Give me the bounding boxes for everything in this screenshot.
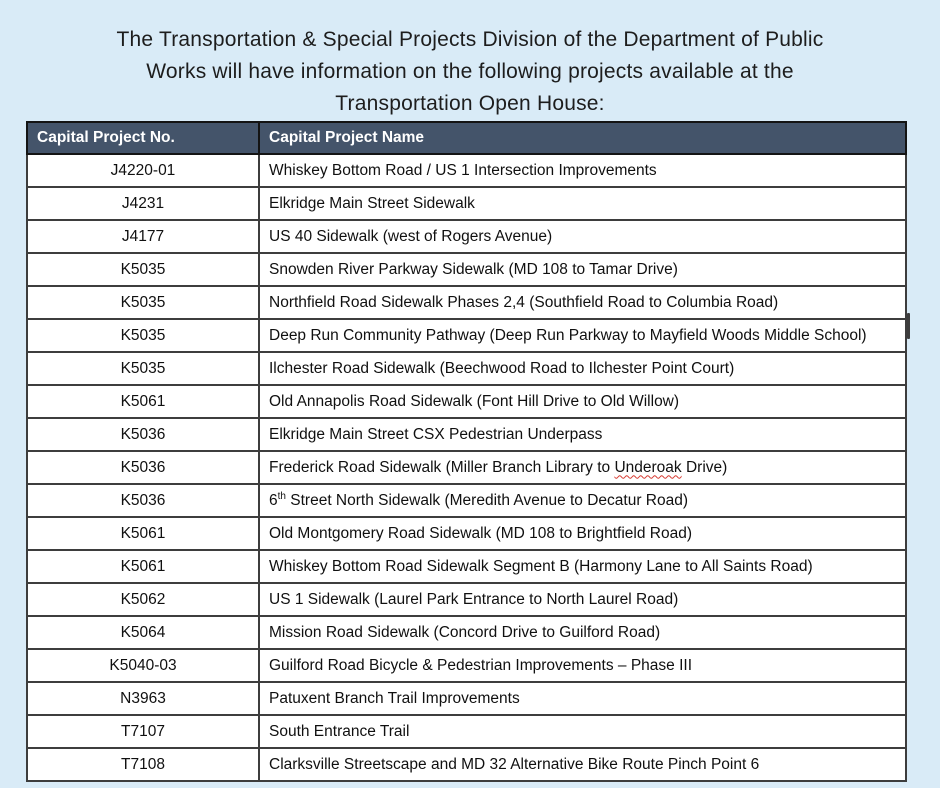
project-name-cell: South Entrance Trail — [259, 715, 906, 748]
project-name-cell: Elkridge Main Street Sidewalk — [259, 187, 906, 220]
table-row — [27, 748, 906, 781]
project-no-cell: K5036 — [27, 484, 259, 517]
project-name-cell — [259, 484, 906, 517]
project-name-cell: Ilchester Road Sidewalk (Beechwood Road to Ilchester Point Court) — [259, 352, 906, 385]
column-header-project-no: Capital Project No. — [27, 122, 259, 154]
table-row — [27, 352, 906, 385]
project-name-cell: Elkridge Main Street CSX Pedestrian Underpass — [259, 418, 906, 451]
project-name-cell: Clarksville Streetscape and MD 32 Alternative Bike Route Pinch Point 6 — [259, 748, 906, 781]
table-row — [27, 385, 906, 418]
project-no-cell: K5064 — [27, 616, 259, 649]
project-no-cell: K5061 — [27, 550, 259, 583]
page-title-line-1: The Transportation & Special Projects Division of the Department of Public — [116, 28, 824, 51]
table-row — [27, 682, 906, 715]
table-row — [27, 451, 906, 484]
table-row — [27, 220, 906, 253]
project-name-cell: Northfield Road Sidewalk Phases 2,4 (Southfield Road to Columbia Road) — [259, 286, 906, 319]
project-name-cell: US 1 Sidewalk (Laurel Park Entrance to North Laurel Road) — [259, 583, 906, 616]
table-row — [27, 418, 906, 451]
table-row — [27, 715, 906, 748]
table-row — [27, 649, 906, 682]
table-row — [27, 253, 906, 286]
project-no-cell: T7108 — [27, 748, 259, 781]
project-no-cell: K5036 — [27, 451, 259, 484]
projects-table-header — [27, 122, 906, 154]
project-name-cell: Old Annapolis Road Sidewalk (Font Hill Drive to Old Willow) — [259, 385, 906, 418]
table-row — [27, 517, 906, 550]
page-title-line-2: Works will have information on the following projects available at the — [146, 60, 794, 83]
project-no-cell: K5035 — [27, 352, 259, 385]
project-name-cell: Mission Road Sidewalk (Concord Drive to Guilford Road) — [259, 616, 906, 649]
table-row — [27, 187, 906, 220]
table-row — [27, 550, 906, 583]
projects-table — [26, 121, 907, 782]
project-no-cell: N3963 — [27, 682, 259, 715]
project-name-cell: Deep Run Community Pathway (Deep Run Parkway to Mayfield Woods Middle School) — [259, 319, 906, 352]
table-row — [27, 583, 906, 616]
project-no-cell: T7107 — [27, 715, 259, 748]
project-no-cell: K5035 — [27, 319, 259, 352]
table-row — [27, 484, 906, 517]
project-name-cell: Patuxent Branch Trail Improvements — [259, 682, 906, 715]
project-no-cell: K5061 — [27, 385, 259, 418]
misspelled-word: Underoak — [614, 458, 682, 476]
table-row — [27, 154, 906, 187]
text-segment: 6 — [269, 491, 278, 509]
project-no-cell: K5062 — [27, 583, 259, 616]
column-header-project-name: Capital Project Name — [259, 122, 906, 154]
project-name-cell: Whiskey Bottom Road / US 1 Intersection Improvements — [259, 154, 906, 187]
superscript-text: th — [277, 490, 286, 502]
table-row — [27, 319, 906, 352]
project-name-cell — [259, 451, 906, 484]
project-no-cell: K5036 — [27, 418, 259, 451]
table-row — [27, 616, 906, 649]
project-no-cell: J4177 — [27, 220, 259, 253]
project-name-cell: Old Montgomery Road Sidewalk (MD 108 to Brightfield Road) — [259, 517, 906, 550]
page-title — [0, 24, 940, 120]
text-segment: Street North Sidewalk (Meredith Avenue to Decatur Road) — [285, 491, 689, 509]
projects-table-body — [27, 154, 906, 781]
project-name-cell: Guilford Road Bicycle & Pedestrian Improvements – Phase III — [259, 649, 906, 682]
project-no-cell: K5061 — [27, 517, 259, 550]
project-name-cell: Snowden River Parkway Sidewalk (MD 108 to Tamar Drive) — [259, 253, 906, 286]
project-no-cell: J4220-01 — [27, 154, 259, 187]
table-row — [27, 286, 906, 319]
project-name-cell: Whiskey Bottom Road Sidewalk Segment B (Harmony Lane to All Saints Road) — [259, 550, 906, 583]
project-no-cell: K5035 — [27, 286, 259, 319]
project-no-cell: K5035 — [27, 253, 259, 286]
text-segment: Frederick Road Sidewalk (Miller Branch Library to — [269, 458, 615, 476]
project-no-cell: J4231 — [27, 187, 259, 220]
project-name-cell: US 40 Sidewalk (west of Rogers Avenue) — [259, 220, 906, 253]
page-title-line-3: Transportation Open House: — [335, 92, 605, 115]
text-segment: Drive) — [681, 458, 728, 476]
project-no-cell: K5040-03 — [27, 649, 259, 682]
text-cursor — [907, 313, 910, 339]
header-row — [27, 122, 906, 154]
